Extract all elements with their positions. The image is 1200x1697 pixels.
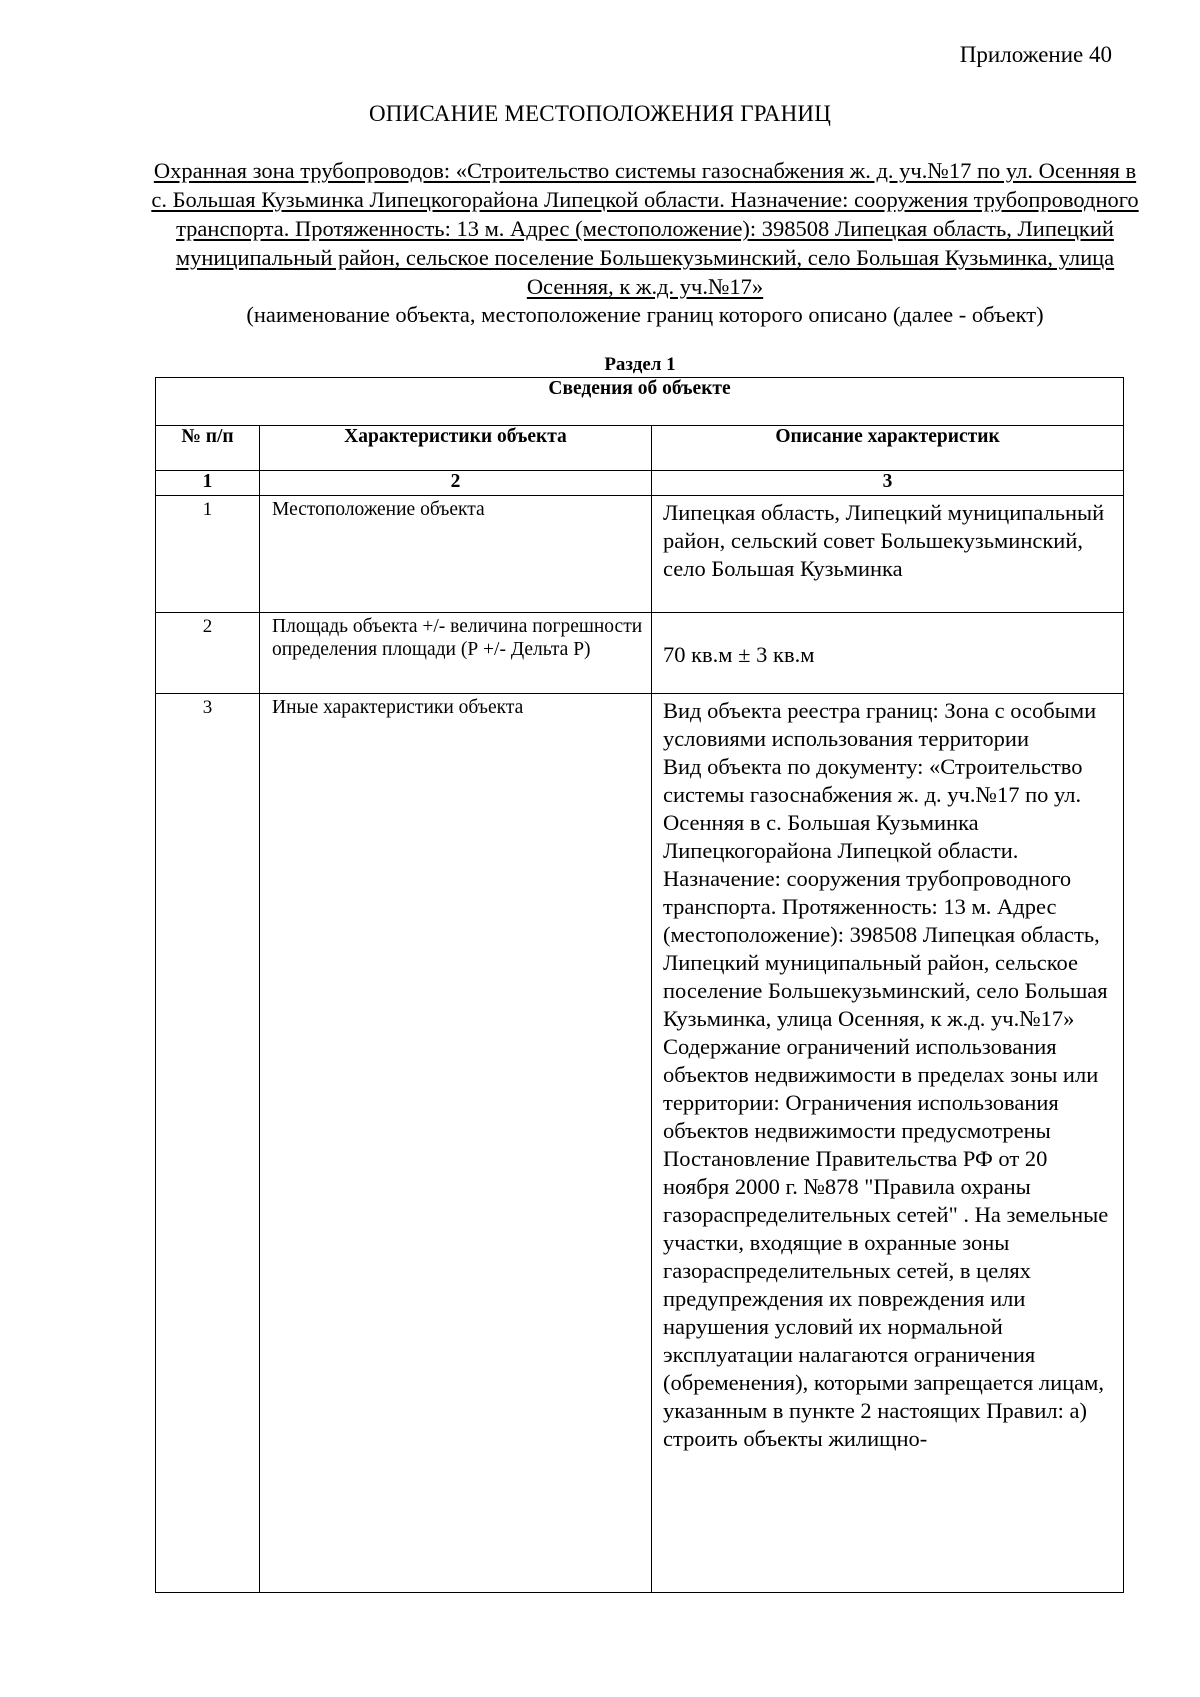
table-row (156, 694, 1124, 1593)
description-paragraph: 70 кв.м ± 3 кв.м (663, 641, 815, 667)
column-number-2: 2 (260, 471, 652, 496)
row-description (652, 613, 1124, 694)
row-characteristic: Местоположение объекта (260, 496, 652, 613)
row-description (652, 496, 1124, 613)
column-header-characteristic: Характеристики объекта (260, 426, 652, 471)
object-name-caption: (наименование объекта, местоположение границ которого описано (далее - объект) (246, 302, 1044, 327)
description-paragraph: Содержание ограничений использования объектов недвижимости в пределах зоны или территории: Ограничения использования объектов недвижимости предусмотрены Постановление Правительства РФ от 20 ноября 2000 г. №878 "Правила охраны газораспределительных сетей" . На земельные участки, входящие в охранные зоны газораспределительных сетей, в целях предупреждения их повреждения или нарушения условий их нормальной эксплуатации налагаются ограничения (обременения), которыми запрещается лицам, указанным в пункте 2 настоящих Правил: а) строить объекты жилищно- (663, 1034, 1109, 1451)
object-info-table (155, 377, 1124, 1593)
table-row (156, 496, 1124, 613)
section-label: Раздел 1 (604, 354, 676, 375)
column-header-number: № п/п (156, 426, 260, 471)
appendix-number: Приложение 40 (959, 42, 1112, 67)
table-caption-row (156, 378, 1124, 426)
row-number: 2 (156, 613, 260, 694)
column-header-description: Описание характеристик (652, 426, 1124, 471)
table-header-row (156, 426, 1124, 471)
table-row (156, 613, 1124, 694)
table-caption: Сведения об объекте (156, 378, 1124, 426)
row-characteristic: Иные характеристики объекта (260, 694, 652, 1593)
description-paragraph: Вид объекта по документу: «Строительство системы газоснабжения ж. д. уч.№17 по ул. Осенняя в с. Большая Кузьминка Липецкогорайона Липецкой области. Назначение: сооружения трубопроводного транспорта. Протяженность: 13 м. Адрес (местоположение): 398508 Липецкая область, Липецкий муниципальный район, сельское поселение Большекузьминский, село Большая Кузьминка, улица Осенняя, к ж.д. уч.№17» (663, 754, 1108, 1031)
row-description (652, 694, 1124, 1593)
object-name: Охранная зона трубопроводов: «Строительство системы газоснабжения ж. д. уч.№17 по ул. Осенняя в с. Большая Кузьминка Липецкогорайона Липецкой области. Назначение: сооружения трубопроводного транспорта. Протяженность: 13 м. Адрес (местоположение): 398508 Липецкая область, Липецкий муниципальный район, сельское поселение Большекузьминский, село Большая Кузьминка, улица Осенняя, к ж.д. уч.№17» (151, 158, 1139, 299)
description-paragraph: Липецкая область, Липецкий муниципальный район, сельский совет Большекузьминский, село Большая Кузьминка (663, 500, 1105, 581)
column-numbers-row (156, 471, 1124, 496)
column-number-3: 3 (652, 471, 1124, 496)
column-number-1: 1 (156, 471, 260, 496)
row-number: 1 (156, 496, 260, 613)
row-number: 3 (156, 694, 260, 1593)
description-paragraph: Вид объекта реестра границ: Зона с особыми условиями использования территории (663, 698, 1097, 751)
document-title: ОПИСАНИЕ МЕСТОПОЛОЖЕНИЯ ГРАНИЦ (368, 101, 832, 126)
row-characteristic: Площадь объекта +/- величина погрешности определения площади (Р +/- Дельта Р) (260, 613, 652, 694)
